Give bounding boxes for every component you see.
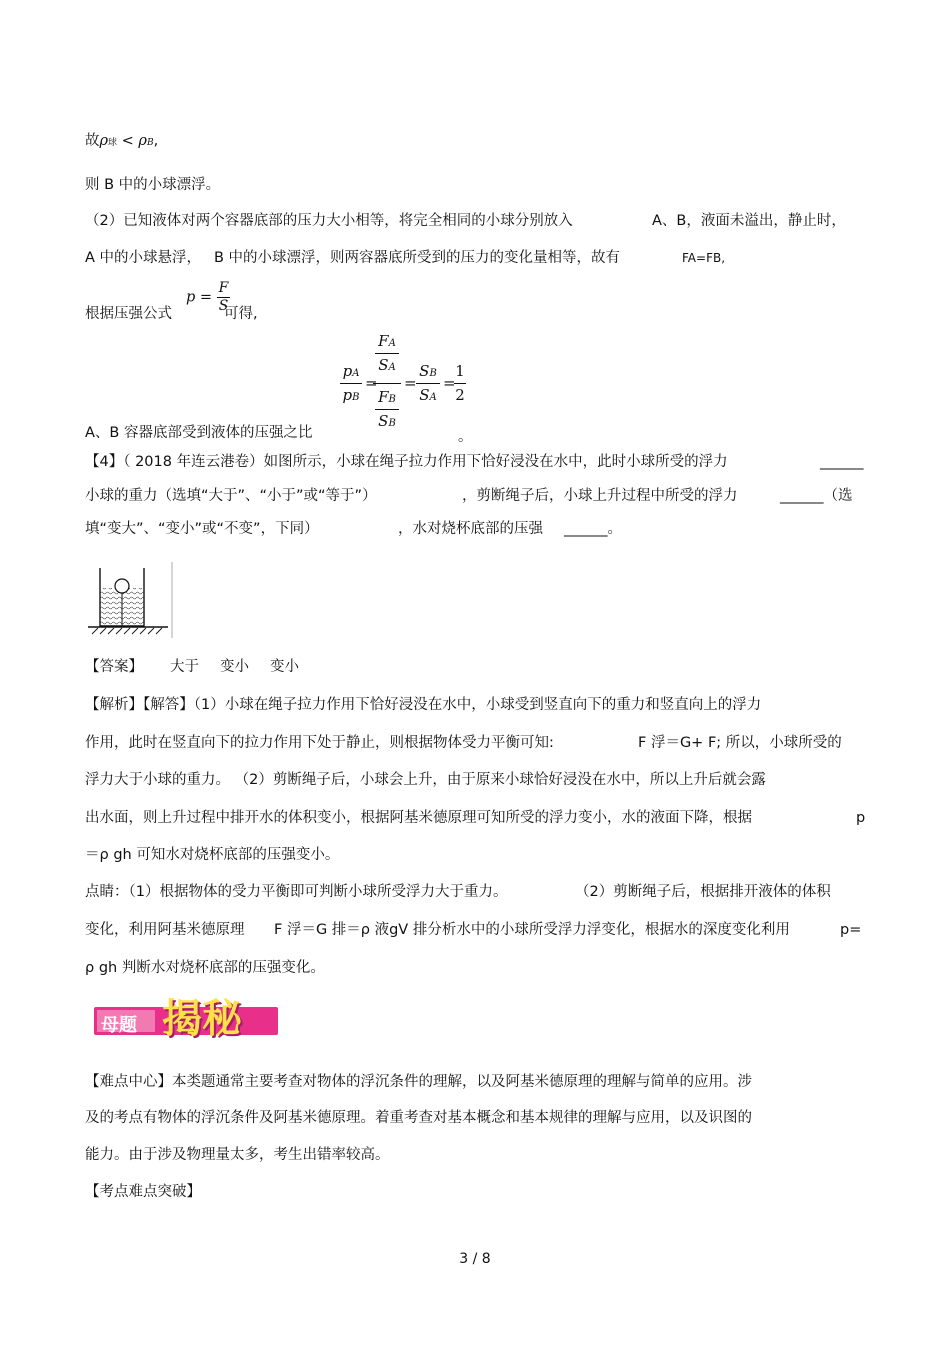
explanation-line2: 作用，此时在竖直向下的拉力作用下处于静止，则根据物体受力平衡可知: [85,735,554,751]
explanation-line2b: F 浮＝G+ F; 所以，小球所受的 [638,735,842,751]
keypoint-heading: 【考点难点突破】 [85,1184,201,1200]
answer-3: 变小 [270,659,299,675]
answer-label: 【答案】 [85,659,143,675]
tip-line2c: p= [840,922,862,938]
tip-line3: ρ gh 判断水对烧杯底部的压强变化。 [85,960,325,976]
keypoint-line3: 能力。由于涉及物理量太多，考生出错率较高。 [85,1147,390,1163]
keypoint-line1: 【难点中心】本类题通常主要考查对物体的浮沉条件的理解，以及阿基米德原理的理解与简单的应用。涉 [85,1074,752,1090]
tip-line1: 点睛：（1）根据物体的受力平衡即可判断小球所受浮力大于重力。 [85,884,508,900]
explanation-line4: 出水面，则上升过程中排开水的体积变小，根据阿基米德原理可知所受的浮力变小，水的液面下降，根据 [85,810,752,826]
question4-line2b: ，剪断绳子后，小球上升过程中所受的浮力 [462,488,738,504]
line-part2-e: FA=FB, [682,251,726,265]
line-part2-b: A、B，液面未溢出，静止时， [652,213,846,229]
section-banner [94,993,278,1047]
question4-blank2: ______（选 [780,488,853,504]
answer-1: 大于 [170,659,199,675]
line-part2-c: A 中的小球悬浮， [85,250,202,266]
explanation-line5: ＝ρ gh 可知水对烧杯底部的压强变小。 [85,847,340,863]
answer-2: 变小 [220,659,249,675]
line-ratio-end: 。 [458,429,473,445]
explanation-line4b: p [856,810,866,826]
pressure-formula-suffix: 可得, [224,306,258,322]
pressure-formula: p = $\frac{F}{S}$ [186,280,229,314]
tip-line2b: F 浮＝G 排＝ρ 液gV 排分析水中的小球所受浮力浮变化，根据水的深度变化利用 [274,922,790,938]
banner-text-large: 揭秘 [162,996,242,1042]
explanation-line1: 【解析】【解答】（1）小球在绳子拉力作用下恰好浸没在水中，小球受到竖直向下的重力和竖直向上的浮力 [85,697,762,713]
tip-line1b: （2）剪断绳子后，根据排开液体的体积 [575,884,831,900]
keypoint-line2: 及的考点有物体的浮沉条件及阿基米德原理。着重考查对基本概念和基本规律的理解与应用，以及识图的 [85,1110,752,1126]
line-b-floats: 则 B 中的小球漂浮。 [85,177,221,193]
line-part2-d: B 中的小球漂浮，则两容器底所受到的压力的变化量相等，故有 [214,250,621,266]
question4-line2: 小球的重力（选填“大于”、“小于”或“等于”） [85,488,377,504]
question4-blank3: ______。 [564,521,622,537]
line-ratio-label: A、B 容器底部受到液体的压强之比 [85,425,313,441]
question4-line1: 【4】（ 2018 年连云港卷）如图所示，小球在绳子拉力作用下恰好浸没在水中，此时小球所受的浮力 [85,454,728,470]
beaker-ball-figure [88,560,178,640]
question4-blank1: ______ [820,454,864,470]
banner-text-small: 母题 [101,1015,137,1036]
line-part2-a: （2）已知液体对两个容器底部的压力大小相等，将完全相同的小球分别放入 [85,213,573,229]
pressure-formula-label: 根据压强公式 [85,306,172,322]
page-number: 3 / 8 [459,1251,491,1267]
question4-line3: 填“变大”、“变小”或“不变”，下同） [85,521,319,537]
explanation-line3: 浮力大于小球的重力。 （2）剪断绳子后，小球会上升，由于原来小球恰好浸没在水中，所以上升后就会露 [85,772,766,788]
tip-line2: 变化，利用阿基米德原理 [85,922,245,938]
pressure-ratio-equation: pA pB = FA SA FB SB = SB SA = 1 2 [338,330,468,440]
question4-line3b: ，水对烧杯底部的压强 [398,521,543,537]
line-conclusion-density: 故ρ球 < ρB, [85,133,159,149]
